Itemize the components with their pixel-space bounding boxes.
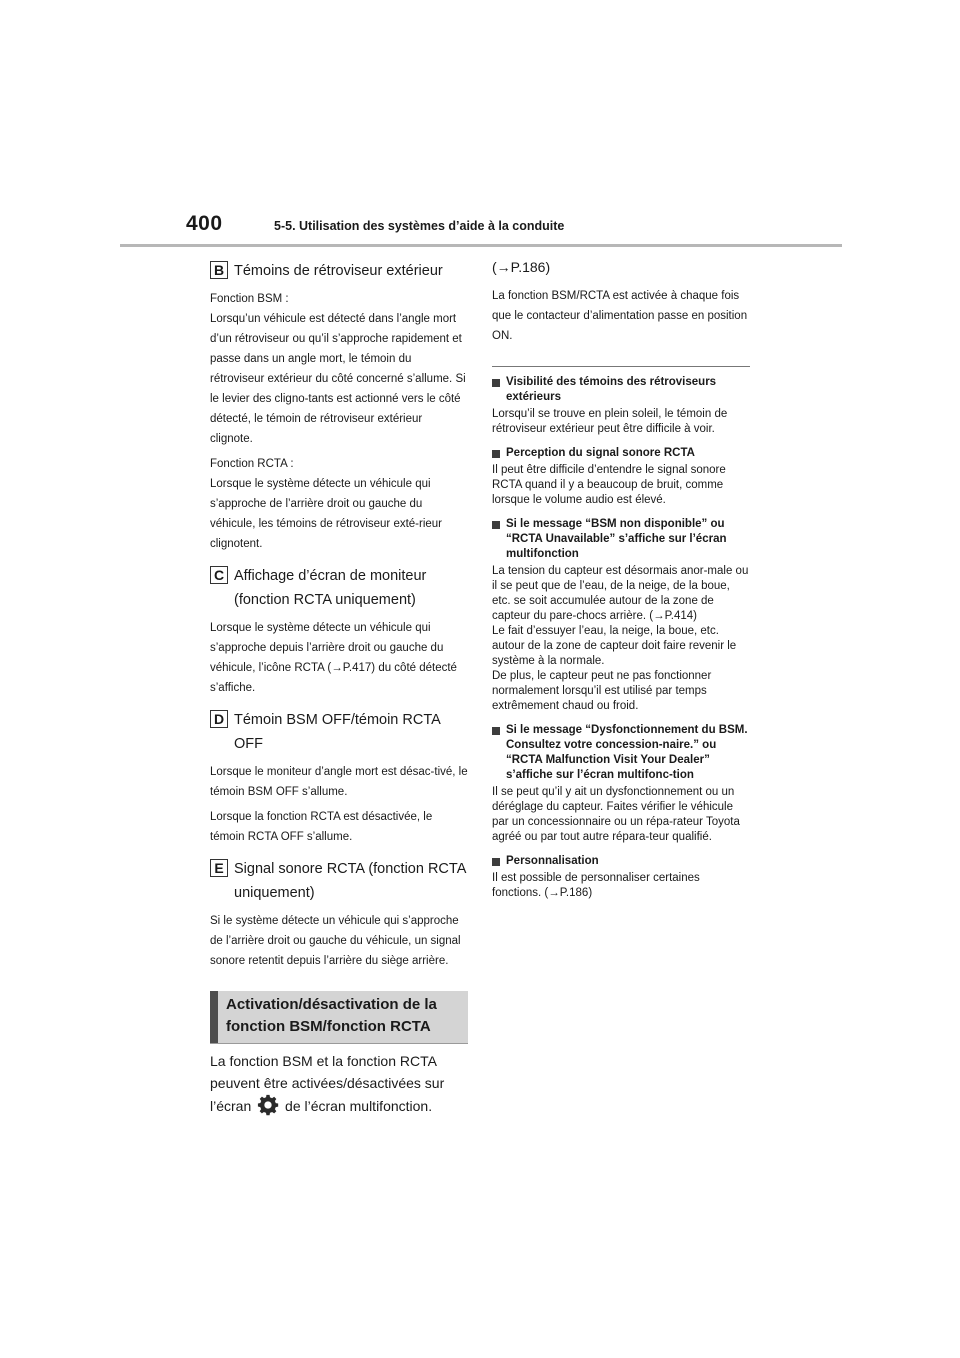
paragraph: Fonction RCTA : Lorsque le système détecte un véhicule qui s’approche de l’arrière droit ou gauche du véhicule, les témoins de rétroviseur exté-rieur clignotent. bbox=[210, 458, 443, 550]
note-title: Si le message “BSM non disponible” ou “RCTA Unavailable” s’affiche sur l’écran multifonction bbox=[506, 518, 727, 560]
section-heading bbox=[210, 991, 468, 1044]
legend-item-c bbox=[210, 564, 468, 612]
section-title: 5-5. Utilisation des systèmes d’aide à la conduite bbox=[274, 219, 565, 233]
page-reference: (→P.186) bbox=[492, 259, 551, 275]
activation-text-start: La fonction BSM et la fonction RCTA peuvent être activées/désactivées sur l’écran bbox=[210, 1053, 445, 1114]
paragraph: Si le système détecte un véhicule qui s’approche de l’arrière droit ou gauche du véhicule, un signal sonore retentit depuis l’arrière du siège arrière. bbox=[210, 915, 461, 967]
activation-text-end: de l’écran multifonction. bbox=[285, 1098, 433, 1114]
intro-paragraph: La fonction BSM/RCTA est activée à chaque fois que le contacteur d’alimentation passe en position ON. bbox=[492, 290, 748, 342]
legend-title: Signal sonore RCTA (fonction RCTA uniquement) bbox=[234, 861, 466, 901]
square-bullet-icon bbox=[492, 521, 500, 529]
note-text: Il se peut qu’il y ait un dysfonctionnement ou un déréglage du capteur. Faites vérifier le véhicule par un concessionnaire ou un répa-rateur Toyota agréé ou par tout autre répara-teur qualifié. bbox=[492, 786, 740, 843]
note-title: Visibilité des témoins des rétroviseurs extérieurs bbox=[506, 376, 717, 403]
legend-item-d bbox=[210, 708, 468, 756]
note-customization bbox=[492, 854, 750, 901]
legend-title: Affichage d’écran de moniteur (fonction RCTA uniquement) bbox=[234, 568, 427, 608]
note-text: Il est possible de personnaliser certaines fonctions. (→P.186) bbox=[492, 872, 700, 899]
note-title: Perception du signal sonore RCTA bbox=[506, 447, 695, 459]
legend-badge: B bbox=[210, 261, 228, 279]
square-bullet-icon bbox=[492, 379, 500, 387]
note-text: Lorsqu’il se trouve en plein soleil, le témoin de rétroviseur extérieur peut être difficile à voir. bbox=[492, 408, 728, 435]
note-malfunction bbox=[492, 723, 750, 845]
legend-badge: D bbox=[210, 710, 228, 728]
paragraph: Lorsque le moniteur d’angle mort est désac-tivé, le témoin BSM OFF s’allume. bbox=[210, 766, 468, 798]
legend-title: Témoins de rétroviseur extérieur bbox=[234, 263, 443, 279]
paragraph: Lorsque le système détecte un véhicule qui s’approche depuis l’arrière droit ou gauche du véhicule, l’icône RCTA (→P.417) du côté détecté s’affiche. bbox=[210, 622, 457, 694]
note-sound bbox=[492, 446, 750, 508]
note-unavailable bbox=[492, 517, 750, 714]
note-text: La tension du capteur est désormais anor-male ou il se peut que de l’eau, de la neige, de la boue, etc. se soit accumulée autour de la zone de capteur du pare-chocs arrière. (→P.414) Le fait d’essuyer l’eau, la neige, la boue, etc. autour de la zone de capteur doit faire revenir le système à la normale. De plus, le capteur peut ne pas fonctionner normalement lorsqu’il est utilisé par temps extrêmement chaud ou froid. bbox=[492, 565, 749, 712]
legend-badge: C bbox=[210, 566, 228, 584]
legend-title: Témoin BSM OFF/témoin RCTA OFF bbox=[234, 712, 440, 752]
heading-bar bbox=[210, 991, 218, 1043]
left-column bbox=[210, 254, 468, 1122]
middle-column bbox=[492, 254, 750, 901]
note-title: Si le message “Dysfonctionnement du BSM. Consultez votre concession-naire.” ou “RCTA Malfunction Visit Your Dealer” s’affiche sur l’écran multifonc-tion bbox=[506, 724, 748, 781]
page-number: 400 bbox=[186, 212, 223, 235]
header-rule bbox=[120, 244, 842, 247]
legend-item-b bbox=[210, 259, 468, 283]
legend-badge: E bbox=[210, 859, 228, 877]
note-visibility bbox=[492, 375, 750, 437]
activation-paragraph bbox=[210, 1050, 468, 1122]
paragraph: Fonction BSM : Lorsqu’un véhicule est détecté dans l’angle mort d’un rétroviseur ou qu’il s’approche rapidement et passe dans un angle mort, le témoin du rétroviseur extérieur du côté concerné s’allume. Si le levier des cligno-tants est actionné vers le côté détecté, le témoin de rétroviseur extérieur clignote. bbox=[210, 293, 466, 445]
note-title: Personnalisation bbox=[506, 855, 599, 867]
gear-icon bbox=[257, 1094, 279, 1122]
note-text: Il peut être difficile d’entendre le signal sonore RCTA quand il y a beaucoup de bruit, comme lorsque le volume audio est élevé. bbox=[492, 464, 726, 506]
square-bullet-icon bbox=[492, 727, 500, 735]
square-bullet-icon bbox=[492, 858, 500, 866]
paragraph: Lorsque la fonction RCTA est désactivée, le témoin RCTA OFF s’allume. bbox=[210, 811, 433, 843]
legend-item-e bbox=[210, 857, 468, 905]
square-bullet-icon bbox=[492, 450, 500, 458]
notes-divider bbox=[492, 366, 750, 367]
section-heading-text: Activation/désactivation de la fonction BSM/fonction RCTA bbox=[226, 996, 437, 1035]
